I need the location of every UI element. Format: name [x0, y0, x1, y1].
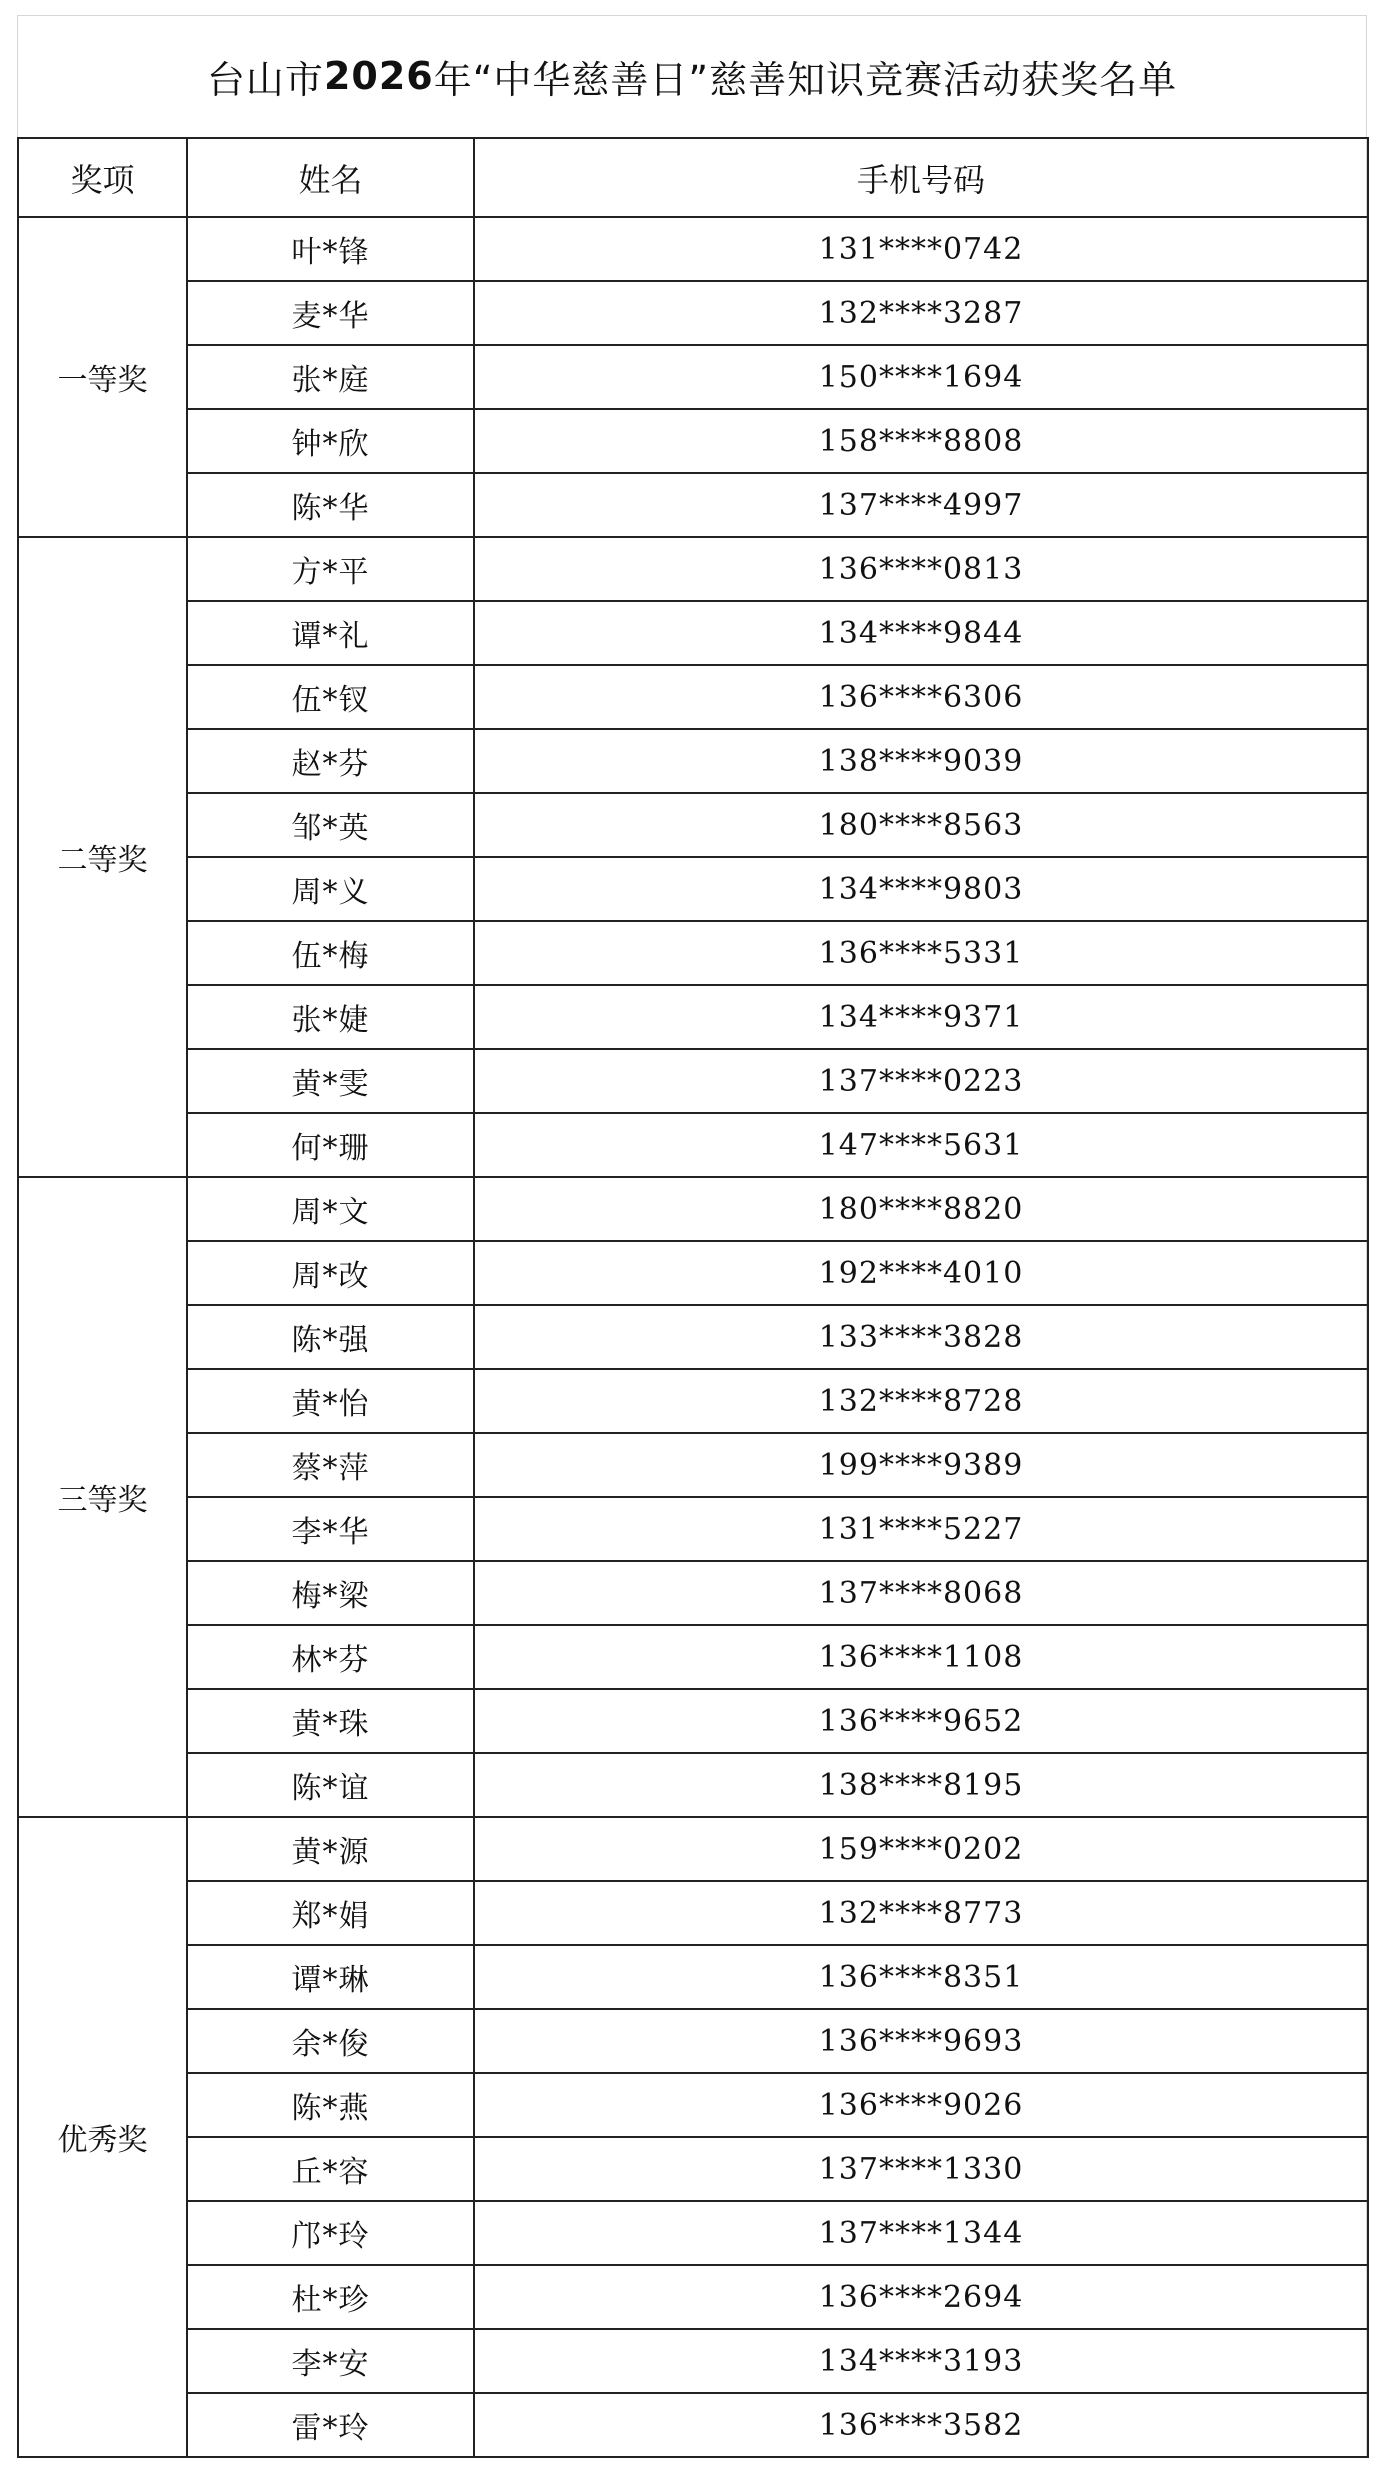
table-row — [18, 601, 1368, 665]
winner-phone-cell: 136****9652 — [474, 1689, 1368, 1753]
winner-phone-cell: 132****8773 — [474, 1881, 1368, 1945]
winner-name-cell: 梅*梁 — [187, 1561, 474, 1625]
table-row — [18, 1305, 1368, 1369]
winner-name-cell: 谭*礼 — [187, 601, 474, 665]
winner-phone-cell: 137****1330 — [474, 2137, 1368, 2201]
winner-name-cell: 陈*燕 — [187, 2073, 474, 2137]
table-row — [18, 2393, 1368, 2457]
winner-name-cell: 丘*容 — [187, 2137, 474, 2201]
winner-name-cell: 邝*玲 — [187, 2201, 474, 2265]
winner-name-cell: 麦*华 — [187, 281, 474, 345]
table-row — [18, 1881, 1368, 1945]
table-row — [18, 281, 1368, 345]
winner-name-cell: 伍*梅 — [187, 921, 474, 985]
winner-name-cell: 陈*华 — [187, 473, 474, 537]
winner-phone-cell: 136****8351 — [474, 1945, 1368, 2009]
table-row — [18, 2009, 1368, 2073]
winner-name-cell: 张*庭 — [187, 345, 474, 409]
award-level-cell: 二等奖 — [18, 537, 187, 1177]
table-row — [18, 473, 1368, 537]
table-row — [18, 2073, 1368, 2137]
table-row — [18, 1177, 1368, 1241]
table-row — [18, 217, 1368, 281]
winner-name-cell: 雷*玲 — [187, 2393, 474, 2457]
winner-phone-cell: 136****6306 — [474, 665, 1368, 729]
winner-name-cell: 陈*谊 — [187, 1753, 474, 1817]
table-row — [18, 2137, 1368, 2201]
winner-name-cell: 李*华 — [187, 1497, 474, 1561]
table-row — [18, 729, 1368, 793]
winner-phone-cell: 158****8808 — [474, 409, 1368, 473]
winner-phone-cell: 136****5331 — [474, 921, 1368, 985]
winner-name-cell: 周*义 — [187, 857, 474, 921]
table-row — [18, 985, 1368, 1049]
winner-phone-cell: 132****3287 — [474, 281, 1368, 345]
winner-phone-cell: 134****9844 — [474, 601, 1368, 665]
winner-phone-cell: 199****9389 — [474, 1433, 1368, 1497]
winner-phone-cell: 138****9039 — [474, 729, 1368, 793]
title-prefix: 台山市 — [206, 57, 324, 102]
title-year: 2026 — [323, 54, 434, 98]
table-row — [18, 2329, 1368, 2393]
document-title — [17, 15, 1367, 137]
header-name: 姓名 — [187, 138, 474, 217]
table-row — [18, 1369, 1368, 1433]
winner-phone-cell: 134****9803 — [474, 857, 1368, 921]
winner-phone-cell: 180****8820 — [474, 1177, 1368, 1241]
winner-phone-cell: 159****0202 — [474, 1817, 1368, 1881]
table-row — [18, 1625, 1368, 1689]
table-row — [18, 1433, 1368, 1497]
table-row — [18, 793, 1368, 857]
winner-name-cell: 赵*芬 — [187, 729, 474, 793]
winner-phone-cell: 134****9371 — [474, 985, 1368, 1049]
winner-phone-cell: 136****9026 — [474, 2073, 1368, 2137]
winner-name-cell: 黄*怡 — [187, 1369, 474, 1433]
table-row — [18, 2201, 1368, 2265]
award-level-cell: 一等奖 — [18, 217, 187, 537]
winner-name-cell: 黄*雯 — [187, 1049, 474, 1113]
winner-phone-cell: 150****1694 — [474, 345, 1368, 409]
winner-name-cell: 黄*源 — [187, 1817, 474, 1881]
winner-name-cell: 张*婕 — [187, 985, 474, 1049]
winner-name-cell: 叶*锋 — [187, 217, 474, 281]
table-row — [18, 1817, 1368, 1881]
winner-phone-cell: 138****8195 — [474, 1753, 1368, 1817]
winner-phone-cell: 147****5631 — [474, 1113, 1368, 1177]
winner-name-cell: 方*平 — [187, 537, 474, 601]
winner-name-cell: 何*珊 — [187, 1113, 474, 1177]
winner-phone-cell: 137****0223 — [474, 1049, 1368, 1113]
winner-name-cell: 林*芬 — [187, 1625, 474, 1689]
table-row — [18, 1049, 1368, 1113]
winner-phone-cell: 136****3582 — [474, 2393, 1368, 2457]
table-header-row — [18, 138, 1368, 217]
table-row — [18, 665, 1368, 729]
winner-name-cell: 钟*欣 — [187, 409, 474, 473]
award-winners-table — [17, 137, 1369, 2458]
winner-name-cell: 杜*珍 — [187, 2265, 474, 2329]
winner-name-cell: 周*文 — [187, 1177, 474, 1241]
table-row — [18, 1945, 1368, 2009]
table-row — [18, 537, 1368, 601]
table-row — [18, 1689, 1368, 1753]
table-row — [18, 2265, 1368, 2329]
winner-phone-cell: 133****3828 — [474, 1305, 1368, 1369]
table-row — [18, 857, 1368, 921]
winner-phone-cell: 136****1108 — [474, 1625, 1368, 1689]
winner-phone-cell: 137****1344 — [474, 2201, 1368, 2265]
table-row — [18, 1241, 1368, 1305]
title-suffix: 年“中华慈善日”慈善知识竞赛活动获奖名单 — [433, 57, 1178, 102]
winner-name-cell: 余*俊 — [187, 2009, 474, 2073]
header-award: 奖项 — [18, 138, 187, 217]
winner-name-cell: 李*安 — [187, 2329, 474, 2393]
award-level-cell: 三等奖 — [18, 1177, 187, 1817]
winner-name-cell: 邹*英 — [187, 793, 474, 857]
winner-name-cell: 蔡*萍 — [187, 1433, 474, 1497]
winner-phone-cell: 131****0742 — [474, 217, 1368, 281]
table-row — [18, 1561, 1368, 1625]
winner-phone-cell: 136****9693 — [474, 2009, 1368, 2073]
table-body — [18, 217, 1368, 2457]
winner-phone-cell: 132****8728 — [474, 1369, 1368, 1433]
winner-name-cell: 谭*琳 — [187, 1945, 474, 2009]
table-row — [18, 1497, 1368, 1561]
table-row — [18, 921, 1368, 985]
winner-phone-cell: 136****0813 — [474, 537, 1368, 601]
table-row — [18, 1113, 1368, 1177]
winner-name-cell: 郑*娟 — [187, 1881, 474, 1945]
winner-name-cell: 伍*钗 — [187, 665, 474, 729]
winner-phone-cell: 180****8563 — [474, 793, 1368, 857]
winner-phone-cell: 192****4010 — [474, 1241, 1368, 1305]
winner-phone-cell: 136****2694 — [474, 2265, 1368, 2329]
winner-phone-cell: 137****8068 — [474, 1561, 1368, 1625]
table-row — [18, 345, 1368, 409]
header-phone: 手机号码 — [474, 138, 1368, 217]
winner-phone-cell: 137****4997 — [474, 473, 1368, 537]
winner-name-cell: 周*改 — [187, 1241, 474, 1305]
winner-phone-cell: 134****3193 — [474, 2329, 1368, 2393]
winner-name-cell: 陈*强 — [187, 1305, 474, 1369]
award-level-cell: 优秀奖 — [18, 1817, 187, 2457]
winner-phone-cell: 131****5227 — [474, 1497, 1368, 1561]
table-row — [18, 1753, 1368, 1817]
table-row — [18, 409, 1368, 473]
winner-name-cell: 黄*珠 — [187, 1689, 474, 1753]
